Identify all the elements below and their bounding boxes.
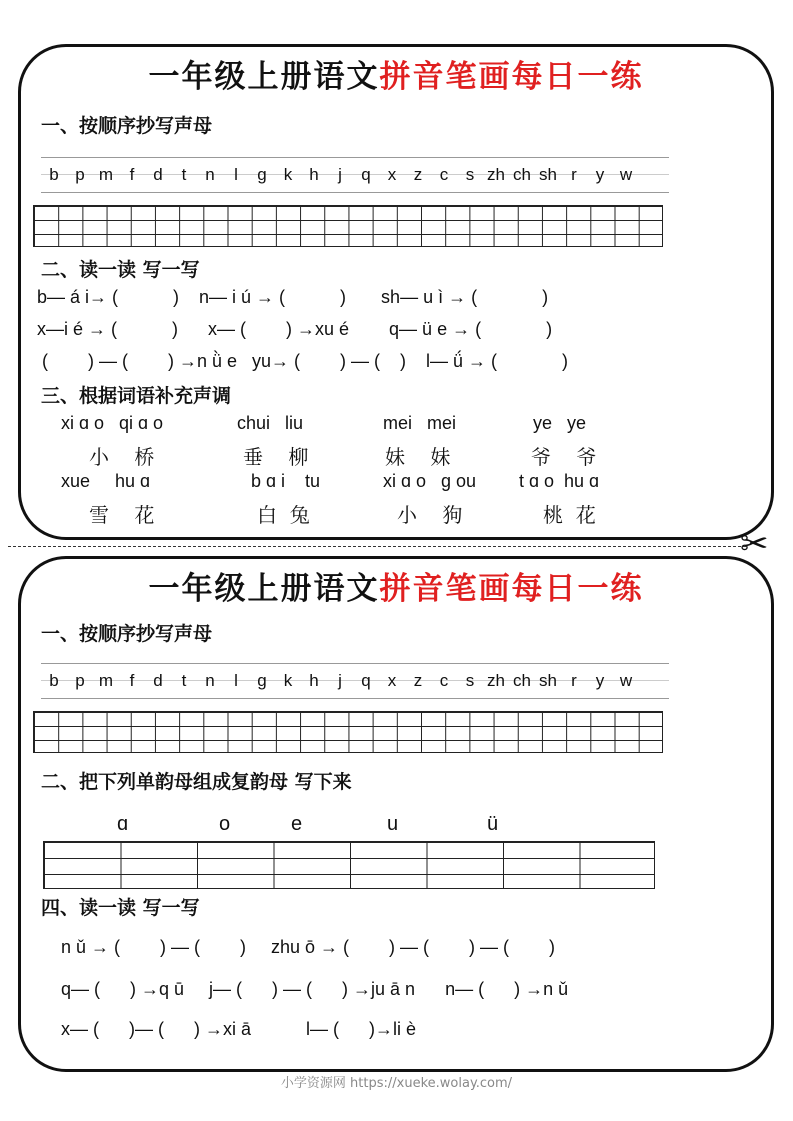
initials-row xyxy=(41,663,669,699)
initial-letter: f xyxy=(129,165,135,184)
word-pinyin: t ɑ o hu ɑ xyxy=(519,471,600,491)
word-hanzi: 垂 柳 xyxy=(243,445,309,469)
scissors-icon: ✂ xyxy=(740,524,769,564)
worksheet-card-1 xyxy=(18,44,774,540)
initial-letter: x xyxy=(387,671,397,690)
initial-letter: y xyxy=(595,165,605,184)
initial-letter: x xyxy=(387,165,397,184)
initial-letter: sh xyxy=(539,671,557,690)
word-hanzi: 小 桥 xyxy=(89,445,155,469)
word-hanzi: 白 兔 xyxy=(257,503,310,527)
initials-row xyxy=(41,157,669,193)
exercise-line: b— á i→ ( ) n— i ú → ( ) sh— u ì → ( ) xyxy=(37,287,549,307)
page-title: 一年级上册语文拼音笔画每日一练 xyxy=(148,59,644,95)
initial-letter: n xyxy=(205,671,215,690)
initial-letter: ch xyxy=(513,165,531,184)
word-hanzi: 妹 妹 xyxy=(385,445,451,469)
exercise-line: q— ( ) →q ū j— ( ) — ( ) →ju ā n n— ( ) →n ǔ xyxy=(61,979,569,999)
initial-letter: t xyxy=(181,671,187,690)
initial-letter: y xyxy=(595,671,605,690)
word-hanzi: 爷 爷 xyxy=(531,445,597,469)
initial-letter: q xyxy=(361,671,371,690)
exercise-line: x—i é → ( ) x— ( ) →xu é q— ü e → ( ) xyxy=(37,319,553,339)
word-pinyin: mei mei xyxy=(383,413,457,433)
section-heading: 二、读一读 写一写 xyxy=(41,259,200,281)
word-pinyin: xi ɑ o g ou xyxy=(383,471,477,491)
initial-letter: j xyxy=(338,165,342,184)
word-pinyin: xue hu ɑ xyxy=(61,471,151,491)
word-pinyin: chui liu xyxy=(237,413,304,433)
section-heading: 一、按顺序抄写声母 xyxy=(41,115,213,137)
vowel-label: ɑ xyxy=(117,813,129,835)
initial-letter: j xyxy=(338,671,342,690)
vowel-label: u xyxy=(387,813,399,835)
initial-letter: ch xyxy=(513,671,531,690)
initial-letter: g xyxy=(257,165,267,184)
initial-letter: sh xyxy=(539,165,557,184)
initial-letter: b xyxy=(49,671,59,690)
initial-letter: g xyxy=(257,671,267,690)
initial-letter: q xyxy=(361,165,371,184)
initial-letter: d xyxy=(153,671,163,690)
page-title: 一年级上册语文拼音笔画每日一练 xyxy=(148,571,644,607)
initial-letter: b xyxy=(49,165,59,184)
word-pinyin: xi ɑ o qi ɑ o xyxy=(61,413,164,433)
writing-grid xyxy=(33,711,663,753)
initial-letter: l xyxy=(234,165,238,184)
initial-letter: w xyxy=(619,165,633,184)
initial-letter: n xyxy=(205,165,215,184)
word-pinyin: ye ye xyxy=(533,413,587,433)
initial-letter: c xyxy=(439,165,449,184)
exercise-line: n ǔ → ( ) — ( ) zhu ō → ( ) — ( ) — ( ) xyxy=(61,937,556,957)
initial-letter: s xyxy=(465,165,475,184)
initial-letter: k xyxy=(283,671,293,690)
worksheet-card-2 xyxy=(18,556,774,1072)
initial-letter: zh xyxy=(487,671,505,690)
initial-letter: h xyxy=(309,165,319,184)
initial-letter: z xyxy=(413,165,423,184)
initial-letter: zh xyxy=(487,165,505,184)
initial-letter: p xyxy=(75,165,85,184)
initial-letter: p xyxy=(75,671,85,690)
initial-letter: c xyxy=(439,671,449,690)
writing-grid xyxy=(33,205,663,247)
initial-letter: h xyxy=(309,671,319,690)
initial-letter: d xyxy=(153,165,163,184)
word-hanzi: 小 狗 xyxy=(397,503,463,527)
vowel-writing-grid xyxy=(43,841,655,889)
initial-letter: l xyxy=(234,671,238,690)
initial-letter: z xyxy=(413,671,423,690)
exercise-line: ( ) — ( ) →n ǜ e yu→ ( ) — ( ) l— ǘ → ( ) xyxy=(37,351,569,371)
initial-letter: m xyxy=(98,165,114,184)
vowel-label: ü xyxy=(487,813,499,835)
footer-watermark: 小学资源网 https://xueke.wolay.com/ xyxy=(280,1076,513,1091)
initial-letter: f xyxy=(129,671,135,690)
initial-letter: r xyxy=(571,671,577,690)
initial-letter: r xyxy=(571,165,577,184)
initial-letter: s xyxy=(465,671,475,690)
word-pinyin: b ɑ i tu xyxy=(251,471,321,491)
word-hanzi: 雪 花 xyxy=(89,503,155,527)
vowel-label: e xyxy=(291,813,303,835)
section-heading: 三、根据词语补充声调 xyxy=(41,385,232,407)
section-heading: 四、读一读 写一写 xyxy=(41,897,200,919)
word-hanzi: 桃 花 xyxy=(543,503,596,527)
cut-line xyxy=(8,546,746,547)
initial-letter: w xyxy=(619,671,633,690)
section-heading: 二、把下列单韵母组成复韵母 写下来 xyxy=(41,771,352,793)
exercise-line: x— ( )— ( ) →xi ā l— ( )→li è xyxy=(61,1019,417,1039)
section-heading: 一、按顺序抄写声母 xyxy=(41,623,213,645)
initial-letter: m xyxy=(98,671,114,690)
initial-letter: t xyxy=(181,165,187,184)
vowel-label: o xyxy=(219,813,231,835)
initial-letter: k xyxy=(283,165,293,184)
